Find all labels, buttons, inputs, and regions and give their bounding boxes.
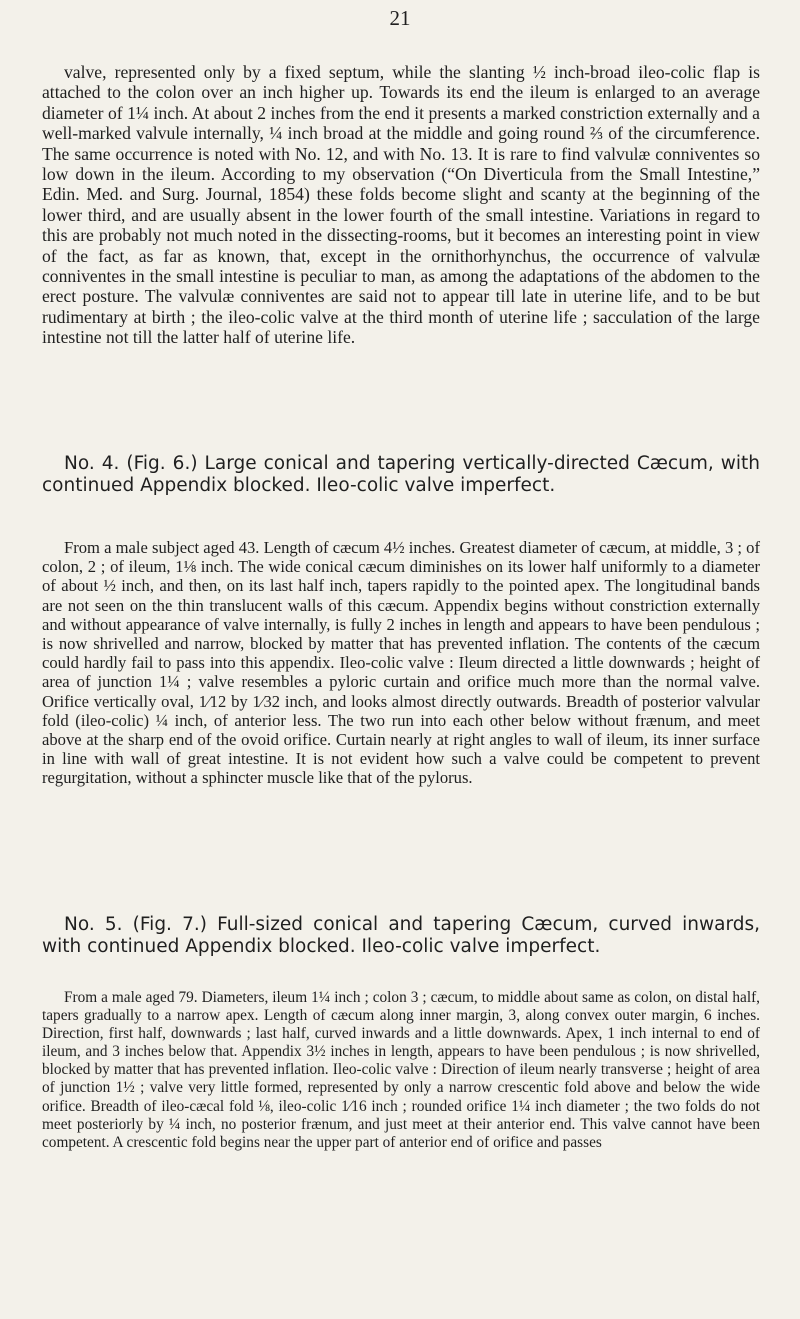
case-heading-no4: No. 4. (Fig. 6.) Large conical and tapering vertically-directed Cæcum, with continued Appendix blocked. Ileo-colic valve imperfect. <box>42 453 760 496</box>
paragraph-case-no4: From a male subject aged 43. Length of cæcum 4½ inches. Greatest diameter of cæcum, at middle, 3 ; of colon, 2 ; of ileum, 1⅛ inch. The wide conical cæcum diminishes on its lower half uniformly to a diameter of about ½ inch, and then, on its last half inch, tapers rapidly to the pointed apex. The longitudinal bands are not seen on the thin translucent walls of this cæcum. Appendix begins without constriction externally and without appearance of valve internally, is fully 2 inches in length and appears to have been pendulous ; is now shrivelled and narrow, blocked by matter that has prevented inflation. The contents of the cæcum could hardly fail to pass into this appendix. Ileo-colic valve : Ileum directed a little downwards ; height of area of junction 1¼ ; valve resembles a pyloric curtain and orifice much more than the normal valve. Orifice vertically oval, 1⁄12 by 1⁄32 inch, and looks almost directly outwards. Breadth of posterior valvular fold (ileo-colic) ¼ inch, of anterior less. The two run into each other below without frænum, and meet above at the sharp end of the ovoid orifice. Curtain nearly at right angles to wall of ileum, its inner surface in line with wall of great intestine. It is not evident how such a valve could be competent to prevent regurgitation, without a sphincter muscle like that of the pylorus. <box>42 538 760 788</box>
paragraph-continuation: valve, represented only by a fixed septum, while the slanting ½ inch-broad ileo-colic flap is attached to the colon over an inch higher up. Towards its end the ileum is enlarged to an average diameter of 1¼ inch. At about 2 inches from the end it presents a marked constriction externally and a well-marked valvule internally, ¼ inch broad at the middle and going round ⅔ of the circumference. The same occurrence is noted with No. 12, and with No. 13. It is rare to find valvulæ conniventes so low down in the ileum. According to my observation (“On Diverticula from the Small Intestine,” Edin. Med. and Surg. Journal, 1854) these folds become slight and scanty at the beginning of the lower third, and are usually absent in the lower fourth of the small intestine. Variations in regard to this are probably not much noted in the dissecting-rooms, but it becomes an interesting point in view of the fact, as far as known, that, except in the ornithorhynchus, the occurrence of valvulæ conniventes in the small intestine is peculiar to man, as among the adaptations of the abdomen to the erect posture. The valvulæ conniventes are said not to appear till late in uterine life, and to be but rudimentary at birth ; the ileo-colic valve at the third month of uterine life ; sacculation of the large intestine not till the latter half of uterine life. <box>42 62 760 348</box>
case-heading-no5: No. 5. (Fig. 7.) Full-sized conical and tapering Cæcum, curved inwards, with continued Appendix blocked. Ileo-colic valve imperfect. <box>42 914 760 957</box>
page-number: 21 <box>389 6 411 30</box>
paragraph-case-no5: From a male aged 79. Diameters, ileum 1¼ inch ; colon 3 ; cæcum, to middle about same as colon, on distal half, tapers gradually to a narrow apex. Length of cæcum along inner margin, 3, along convex outer margin, 6 inches. Direction, first half, downwards ; last half, curved inwards and a little downwards. Apex, 1 inch internal to end of ileum, and 3 inches below that. Appendix 3½ inches in length, appears to have been pendulous ; is now shrivelled, blocked by matter that has prevented inflation. Ileo-colic valve : Direction of ileum nearly transverse ; height of area of junction 1½ ; valve very little formed, represented by only a narrow crescentic fold above and below the wide orifice. Breadth of ileo-cæcal fold ⅛, ileo-colic 1⁄16 inch ; rounded orifice 1¼ inch diameter ; the two folds do not meet posteriorly by ¼ inch, no posterior frænum, and just meet at their anterior end. This valve cannot have been competent. A crescentic fold begins near the upper part of anterior end of orifice and passes <box>42 989 760 1151</box>
